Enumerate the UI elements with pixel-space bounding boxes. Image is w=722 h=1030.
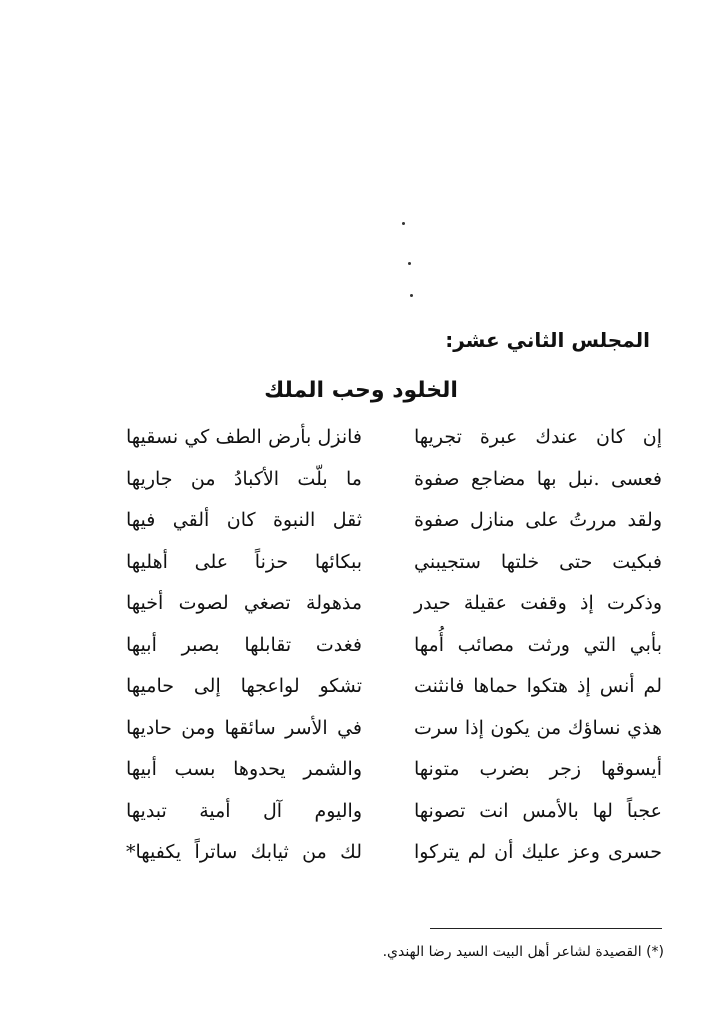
verse-second-hemistich: واليوم آل أمية تبديها (126, 799, 362, 822)
verse-second-hemistich: ثقل النبوة كان ألقي فيها (126, 509, 362, 531)
verse-row (0, 545, 722, 587)
verse-row (0, 711, 722, 753)
section-heading: المجلس الثاني عشر: (445, 328, 650, 352)
verse-first-hemistich: بأبي التي ورثت مصائب أُمها (414, 633, 662, 656)
verse-row (0, 628, 722, 670)
verse-row (0, 462, 722, 504)
scan-speck (410, 294, 413, 297)
footnote: (*) القصيدة لشاعر أهل البيت السيد رضا الهندي. (382, 944, 664, 960)
scan-speck (408, 262, 411, 265)
verse-second-hemistich: فغدت تقابلها بصبر أبيها (126, 633, 362, 656)
verse-first-hemistich: هذي نساؤك من يكون إذا سرت (414, 716, 662, 739)
verse-first-hemistich: فبكيت حتى خلتها ستجيبني (414, 550, 662, 573)
verse-first-hemistich: حسرى وعز عليك أن لم يتركوا (414, 841, 662, 863)
verse-second-hemistich: فانزل بأرض الطف كي نسقيها (126, 426, 362, 448)
poem-body (0, 420, 722, 877)
verse-row (0, 835, 722, 877)
verse-first-hemistich: فعسى .نبل بها مضاجع صفوة (414, 467, 662, 490)
verse-row (0, 794, 722, 836)
verse-row (0, 586, 722, 628)
verse-second-hemistich: تشكو لواعجها إلى حاميها (126, 675, 362, 697)
verse-row (0, 669, 722, 711)
verse-second-hemistich: في الأسر سائقها ومن حاديها (126, 716, 362, 739)
verse-first-hemistich: لم أنس إذ هتكوا حماها فانثنت (414, 675, 662, 697)
verse-first-hemistich: ولقد مررتُ على منازل صفوة (414, 509, 662, 531)
verse-row (0, 503, 722, 545)
footnote-divider (430, 928, 662, 929)
scan-speck (402, 222, 405, 225)
verse-row (0, 420, 722, 462)
verse-second-hemistich: ما بلّت الأكبادُ من جاريها (126, 467, 362, 490)
poem-title: الخلود وحب الملك (264, 378, 458, 403)
verse-first-hemistich: أيسوقها زجر بضرب متونها (414, 758, 662, 780)
verse-row (0, 752, 722, 794)
verse-second-hemistich: لك من ثيابك ساتراً يكفيها* (126, 841, 362, 863)
verse-first-hemistich: وذكرت إذ وقفت عقيلة حيدر (414, 592, 662, 614)
verse-first-hemistich: عجباً لها بالأمس انت تصونها (414, 799, 662, 822)
verse-first-hemistich: إن كان عندك عبرة تجريها (414, 426, 662, 448)
verse-second-hemistich: مذهولة تصغي لصوت أخيها (126, 592, 362, 614)
verse-second-hemistich: ببكائها حزناً على أهليها (126, 550, 362, 573)
verse-second-hemistich: والشمر يحدوها بسب أبيها (126, 758, 362, 780)
